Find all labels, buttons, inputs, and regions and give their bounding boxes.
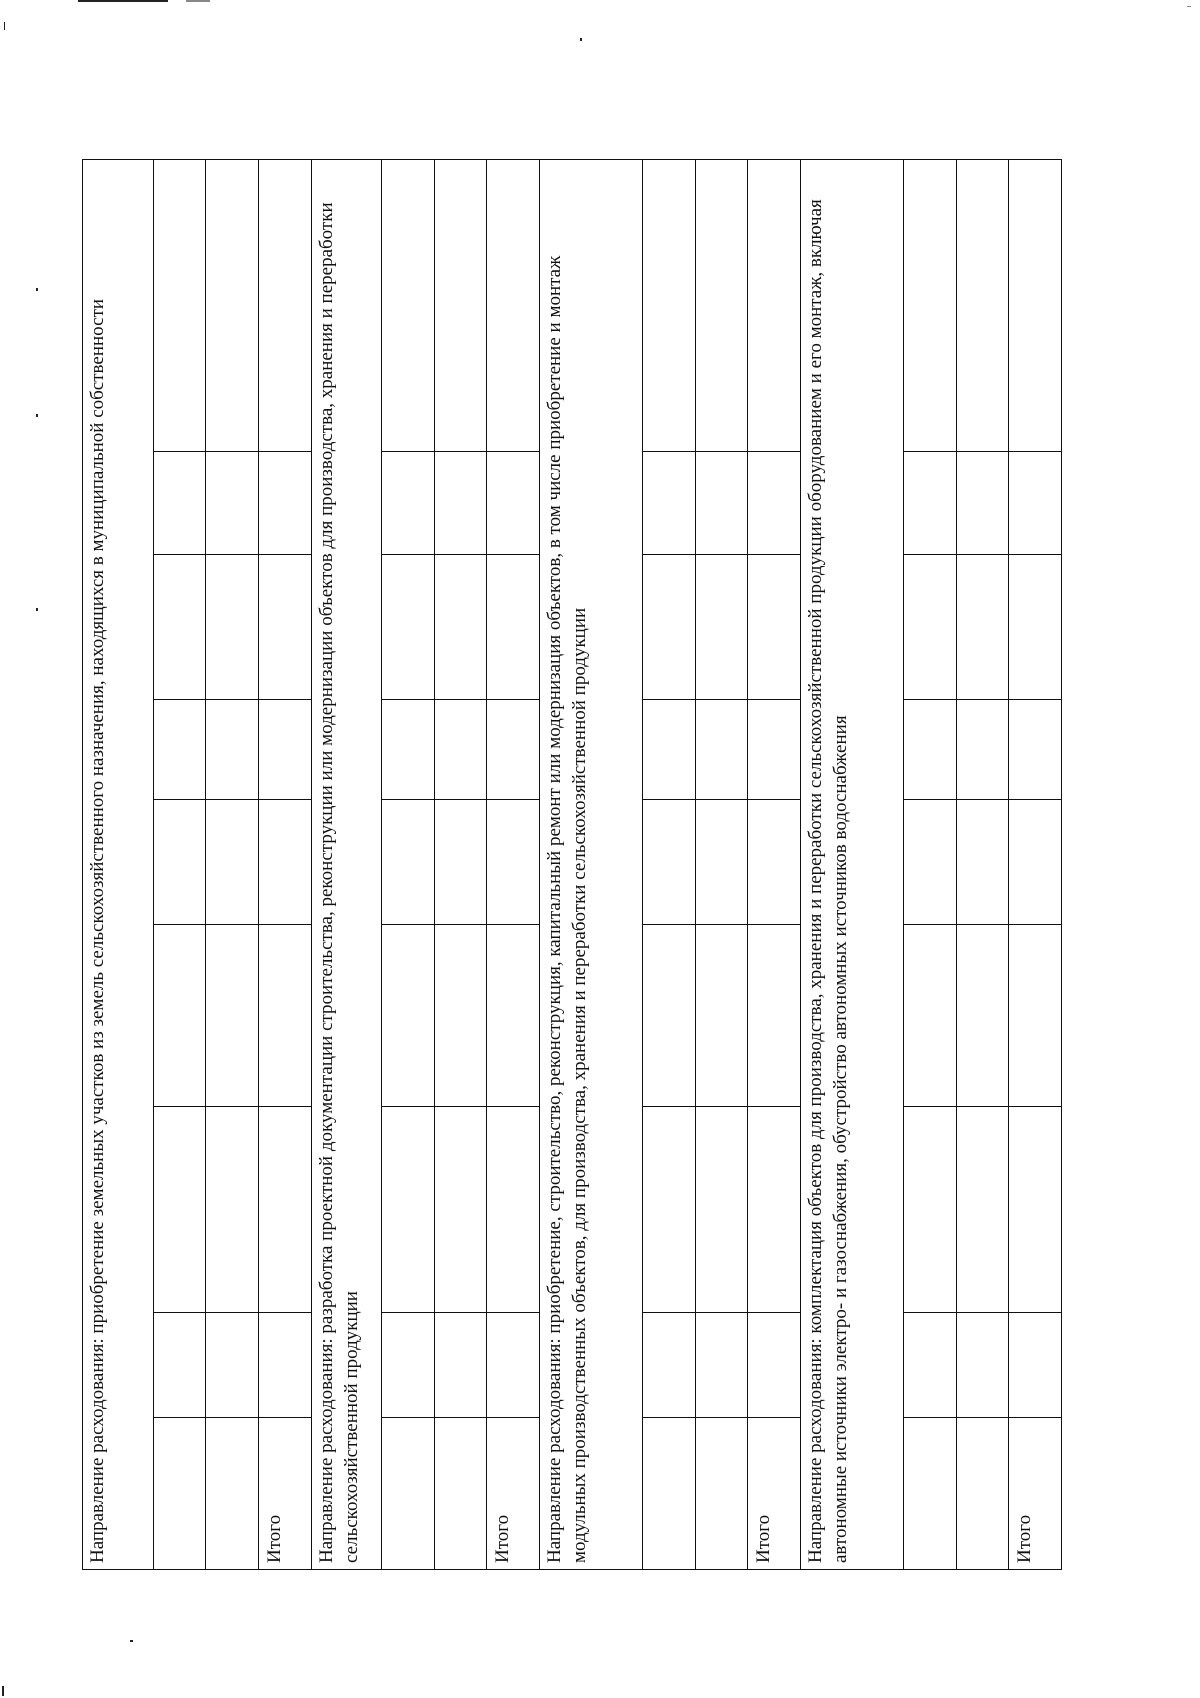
table-cell (153, 1107, 206, 1313)
table-cell (956, 925, 1009, 1107)
table-cell (1009, 1313, 1062, 1418)
table-cell (206, 159, 259, 451)
scan-artifact-dot-7 (2, 1686, 4, 1696)
spending-table (82, 159, 1062, 1570)
table-cell (153, 1418, 206, 1570)
table-cell (695, 925, 748, 1107)
table-cell (382, 159, 435, 451)
section-header-row (540, 159, 643, 1569)
scan-artifact-dot-6 (130, 1640, 133, 1642)
table-cell (206, 555, 259, 700)
table-cell (748, 800, 801, 925)
table-row (956, 159, 1009, 1569)
table-cell (695, 1418, 748, 1570)
table-cell (1009, 800, 1062, 925)
table-cell (434, 1313, 487, 1418)
table-row (904, 159, 957, 1569)
table-cell (206, 1418, 259, 1570)
table-cell (956, 452, 1009, 555)
table-cell (695, 452, 748, 555)
table-cell (487, 800, 540, 925)
table-cell (643, 1313, 696, 1418)
table-cell (643, 555, 696, 700)
table-cell (382, 800, 435, 925)
table-cell (258, 1107, 311, 1313)
table-cell (434, 925, 487, 1107)
table-cell (904, 555, 957, 700)
total-row (748, 159, 801, 1569)
table-row (153, 159, 206, 1569)
table-cell (206, 1313, 259, 1418)
table-cell (382, 1418, 435, 1570)
scan-artifact-dot-5 (36, 608, 38, 611)
table-cell (206, 452, 259, 555)
table-cell (748, 159, 801, 451)
table-cell (695, 800, 748, 925)
section-header: Направление расходования: приобретение, строительство, реконструкция, капитальный ремонт или модернизация объектов, в том числе приобретение и монтаж модульных производственных объектов, для производства, хранения и переработки сельскохозяйственной продукции (540, 159, 643, 1569)
table-cell (382, 700, 435, 800)
table-cell (904, 1107, 957, 1313)
section-header-row (800, 159, 903, 1569)
total-row (258, 159, 311, 1569)
table-cell (1009, 452, 1062, 555)
table-row (206, 159, 259, 1569)
table-cell (748, 1107, 801, 1313)
table-cell (956, 1107, 1009, 1313)
table-cell (695, 1107, 748, 1313)
table-cell (153, 159, 206, 451)
table-cell (643, 925, 696, 1107)
total-row (1009, 159, 1062, 1569)
table-cell (487, 700, 540, 800)
table-cell (956, 159, 1009, 451)
table-cell (382, 1107, 435, 1313)
scan-artifact-dot-2 (1187, 6, 1191, 7)
table-cell (434, 452, 487, 555)
table-cell (956, 1418, 1009, 1570)
scan-artifact-top-line (78, 0, 168, 2)
table-cell (748, 925, 801, 1107)
table-cell (382, 452, 435, 555)
table-cell (904, 925, 957, 1107)
table-cell (643, 1107, 696, 1313)
table-cell (956, 555, 1009, 700)
table-cell (153, 925, 206, 1107)
table-cell (434, 555, 487, 700)
table-cell (434, 800, 487, 925)
table-cell (695, 700, 748, 800)
table-cell (643, 800, 696, 925)
total-label: Итого (487, 1418, 540, 1570)
table-cell (904, 1313, 957, 1418)
table-cell (153, 1313, 206, 1418)
scan-artifact-left-tick (4, 22, 5, 30)
table-cell (1009, 555, 1062, 700)
table-cell (1009, 925, 1062, 1107)
table-cell (434, 159, 487, 451)
table-cell (206, 800, 259, 925)
table-cell (258, 159, 311, 451)
table-cell (956, 700, 1009, 800)
table-cell (487, 555, 540, 700)
table-cell (258, 452, 311, 555)
table-cell (206, 925, 259, 1107)
table-cell (904, 1418, 957, 1570)
table-cell (956, 1313, 1009, 1418)
section-header: Направление расходования: разработка проектной документации строительства, реконструкции или модернизации объектов для производства, хранения и переработки сельскохозяйственной продукции (311, 159, 382, 1569)
table-cell (748, 555, 801, 700)
table-row (695, 159, 748, 1569)
table-cell (695, 159, 748, 451)
table-cell (434, 1107, 487, 1313)
section-header: Направление расходования: комплектация объектов для производства, хранения и переработки сельскохозяйственной продукции оборудованием и его монтаж, включая автономные источники электро- и газоснабжения, обустройство автономных источников водоснабжения (800, 159, 903, 1569)
table-cell (904, 452, 957, 555)
table-cell (748, 700, 801, 800)
table-row (382, 159, 435, 1569)
scan-artifact-dot-1 (580, 38, 582, 41)
table-cell (1009, 159, 1062, 451)
table-cell (487, 925, 540, 1107)
table-cell (153, 452, 206, 555)
table-cell (434, 700, 487, 800)
section-header: Направление расходования: приобретение земельных участков из земель сельскохозяйственного назначения, находящихся в муниципальной собственности (83, 159, 154, 1569)
table-cell (643, 1418, 696, 1570)
scan-artifact-top-dot (186, 0, 210, 2)
table-cell (153, 800, 206, 925)
section-header-row (311, 159, 382, 1569)
table-cell (382, 1313, 435, 1418)
table-cell (1009, 1107, 1062, 1313)
table-cell (258, 800, 311, 925)
table-cell (153, 555, 206, 700)
table-cell (487, 1313, 540, 1418)
table-cell (258, 700, 311, 800)
table-cell (695, 555, 748, 700)
table-cell (258, 1313, 311, 1418)
total-row (487, 159, 540, 1569)
table-row (434, 159, 487, 1569)
table-cell (904, 700, 957, 800)
total-label: Итого (1009, 1418, 1062, 1570)
table-cell (956, 800, 1009, 925)
scan-artifact-dot-3 (36, 288, 38, 291)
table-cell (643, 159, 696, 451)
rotated-page (82, 160, 1062, 1570)
section-header-row (83, 159, 154, 1569)
table-cell (748, 452, 801, 555)
table-cell (695, 1313, 748, 1418)
total-label: Итого (258, 1418, 311, 1570)
table-cell (153, 700, 206, 800)
table-cell (487, 452, 540, 555)
table-cell (487, 159, 540, 451)
table-cell (643, 452, 696, 555)
table-cell (904, 159, 957, 451)
table-cell (487, 1107, 540, 1313)
table-cell (904, 800, 957, 925)
table-cell (258, 555, 311, 700)
table-row (643, 159, 696, 1569)
scan-artifact-dot-4 (36, 414, 38, 417)
table-cell (382, 925, 435, 1107)
table-cell (643, 700, 696, 800)
table-cell (258, 925, 311, 1107)
table-cell (382, 555, 435, 700)
table-cell (206, 1107, 259, 1313)
rotated-table-container (82, 160, 1062, 1570)
table-cell (434, 1418, 487, 1570)
table-cell (748, 1313, 801, 1418)
table-cell (206, 700, 259, 800)
total-label: Итого (748, 1418, 801, 1570)
table-cell (1009, 700, 1062, 800)
